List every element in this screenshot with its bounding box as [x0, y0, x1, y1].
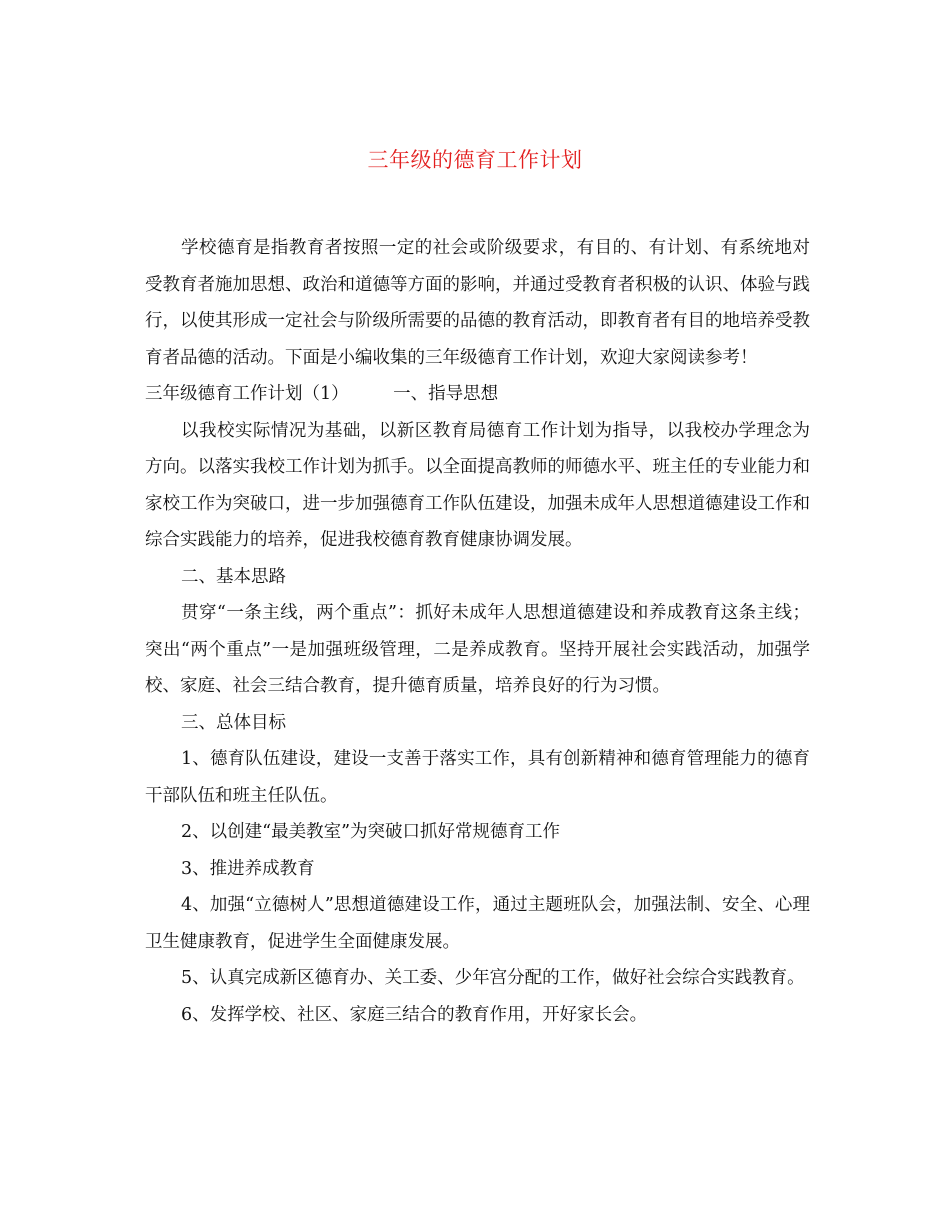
- document-title: 三年级的德育工作计划: [367, 148, 583, 172]
- guiding-paragraph: 以我校实际情况为基础，以新区教育局德育工作计划为指导，以我校办学理念为方向。以落实我校工作计划为抓手。以全面提高教师的师德水平、班主任的专业能力和家校工作为突破口，进一步加强德育工作队伍建设，加强未成年人思想道德建设工作和综合实践能力的培养，促进我校德育教育健康协调发展。: [145, 420, 810, 550]
- heading-overall-goals: 三、总体目标: [181, 712, 286, 733]
- intro-paragraph: 学校德育是指教育者按照一定的社会或阶级要求，有目的、有计划、有系统地对受教育者施加思想、政治和道德等方面的影响，并通过受教育者积极的认识、体验与践行，以使其形成一定社会与阶级所需要的品德的教育活动，即教育者有目的地培养受教育者品德的活动。下面是小编收集的三年级德育工作计划，欢迎大家阅读参考！: [145, 238, 810, 368]
- goal-item: 3、推进养成教育: [181, 858, 315, 879]
- goal-item: 1、德育队伍建设，建设一支善于落实工作，具有创新精神和德育管理能力的德育干部队伍和班主任队伍。: [145, 749, 810, 806]
- goal-item: 6、发挥学校、社区、家庭三结合的教育作用，开好家长会。: [181, 1004, 648, 1025]
- heading-basic-approach: 二、基本思路: [181, 566, 286, 587]
- goal-item: 2、以创建“最美教室”为突破口抓好常规德育工作: [181, 822, 561, 842]
- document-body: [145, 230, 810, 1033]
- approach-paragraph: 贯穿“一条主线，两个重点”：抓好未成年人思想道德建设和养成教育这条主线；突出“两个重点”一是加强班级管理，二是养成教育。坚持开展社会实践活动，加强学校、家庭、社会三结合教育，提升德育质量，培养良好的行为习惯。: [145, 603, 810, 696]
- goal-item: 4、加强“立德树人”思想道德建设工作，通过主题班队会，加强法制、安全、心理卫生健康教育，促进学生全面健康发展。: [145, 895, 810, 952]
- goal-item: 5、认真完成新区德育办、关工委、少年宫分配的工作，做好社会综合实践教育。: [181, 968, 805, 988]
- section-title: 三年级德育工作计划（1） 一、指导思想: [145, 384, 499, 404]
